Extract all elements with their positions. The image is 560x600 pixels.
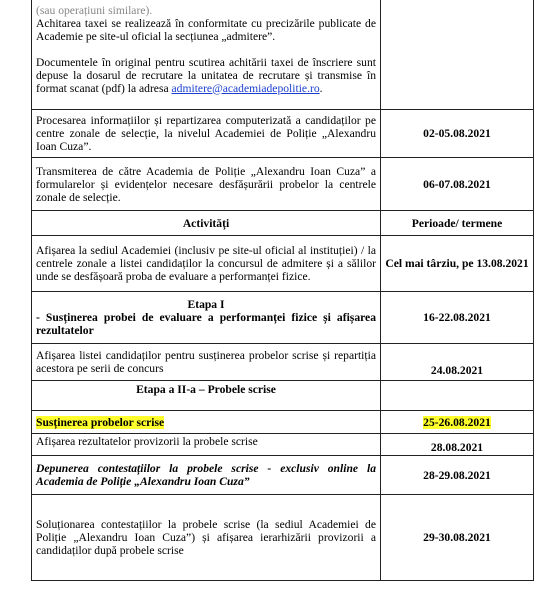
fees-paragraph-2-end: .: [319, 81, 323, 95]
stage1-cell: [32, 292, 381, 344]
table-row: [32, 434, 534, 456]
display-date: Cel mai târziu, pe 13.08.2021: [381, 236, 534, 292]
table-row: [32, 158, 534, 211]
fees-paragraph-2-text: Documentele în original pentru scutirea achitării taxei de înscriere sunt depuse la dosarul de recrutare la unitatea de recrutare și transmise în format scanat (pdf) la adresa: [36, 55, 376, 95]
provisional-text: Afișarea rezultatelor provizorii la probele scrise: [32, 434, 381, 456]
stage1-date: 16-22.08.2021: [381, 292, 534, 344]
stage1-title: Etapa I: [187, 298, 225, 311]
processing-date: 02-05.08.2021: [381, 110, 534, 158]
fees-paragraph-1: Achitarea taxei se realizează în conformitate cu precizările publicate de Academie pe site-ul oficial la secțiunea „admitere”.: [36, 16, 376, 43]
fees-line0: (sau operațiuni similare).: [36, 3, 153, 17]
processing-text: Procesarea informațiilor și repartizarea computerizată a candidaților pe centre zonale de selecție, la nivelul Academiei de Poliție „Alexandru Ioan Cuza”.: [32, 110, 381, 158]
table-row: [32, 411, 534, 434]
table-row: [32, 456, 534, 495]
fees-date-cell: [381, 0, 534, 110]
table-row: [32, 381, 534, 411]
fees-paragraph-2: [36, 56, 376, 95]
table-header-row: [32, 211, 534, 236]
resolution-text: Soluționarea contestațiilor la probele scrise (la sediul Academiei de Poliție „Alexandru Ioan Cuza”) și afișarea ierarhizării provizorii a candidaților după probele scrise: [32, 495, 381, 581]
table-row: [32, 344, 534, 381]
transmission-date: 06-07.08.2021: [381, 158, 534, 211]
transmission-text: Transmiterea de către Academia de Poliție „Alexandru Ioan Cuza” a formularelor și evidențelor necesare desfășurării probelor la centrele zonale de selecție.: [32, 158, 381, 211]
appeals-text: Depunerea contestațiilor la probele scrise - exclusiv online la Academia de Poliție „Alexandru Ioan Cuza”: [32, 456, 381, 495]
candidates-list-date: 24.08.2021: [381, 344, 534, 381]
table-row: [32, 110, 534, 158]
appeals-date: 28-29.08.2021: [381, 456, 534, 495]
header-activities: Activități: [32, 211, 381, 236]
fees-cell: [32, 0, 381, 110]
stage1-text: - Susținerea probei de evaluare a performanței fizice și afișarea rezultatelor: [36, 311, 376, 337]
candidates-list-text: Afișarea listei candidaților pentru susținerea probelor scrise și repartiția acestora pe serii de concurs: [32, 344, 381, 381]
email-link[interactable]: admitere@academiadepolitie.ro: [171, 81, 320, 95]
written-exams-cell: [32, 411, 381, 434]
table-row: [32, 292, 534, 344]
table-row: [32, 0, 534, 110]
admission-schedule-table: [31, 0, 534, 581]
resolution-date: 29-30.08.2021: [381, 495, 534, 581]
stage2-title: Etapa a II-a – Probele scrise: [32, 381, 381, 411]
written-exams-date: 25-26.08.2021: [423, 415, 491, 429]
table-row: [32, 236, 534, 292]
table-row: [32, 495, 534, 581]
written-exams-text: Susținerea probelor scrise: [36, 415, 165, 429]
written-exams-date-cell: [381, 411, 534, 434]
header-periods: Perioade/ termene: [381, 211, 534, 236]
stage2-date-cell: [381, 381, 534, 411]
provisional-date: 28.08.2021: [381, 434, 534, 456]
display-text: Afișarea la sediul Academiei (inclusiv pe site-ul oficial al instituției) / la centrele zonale a listei candidaților la concursul de admitere și a sălilor unde se desfășoară proba de evaluare a performanței fizice.: [32, 236, 381, 292]
